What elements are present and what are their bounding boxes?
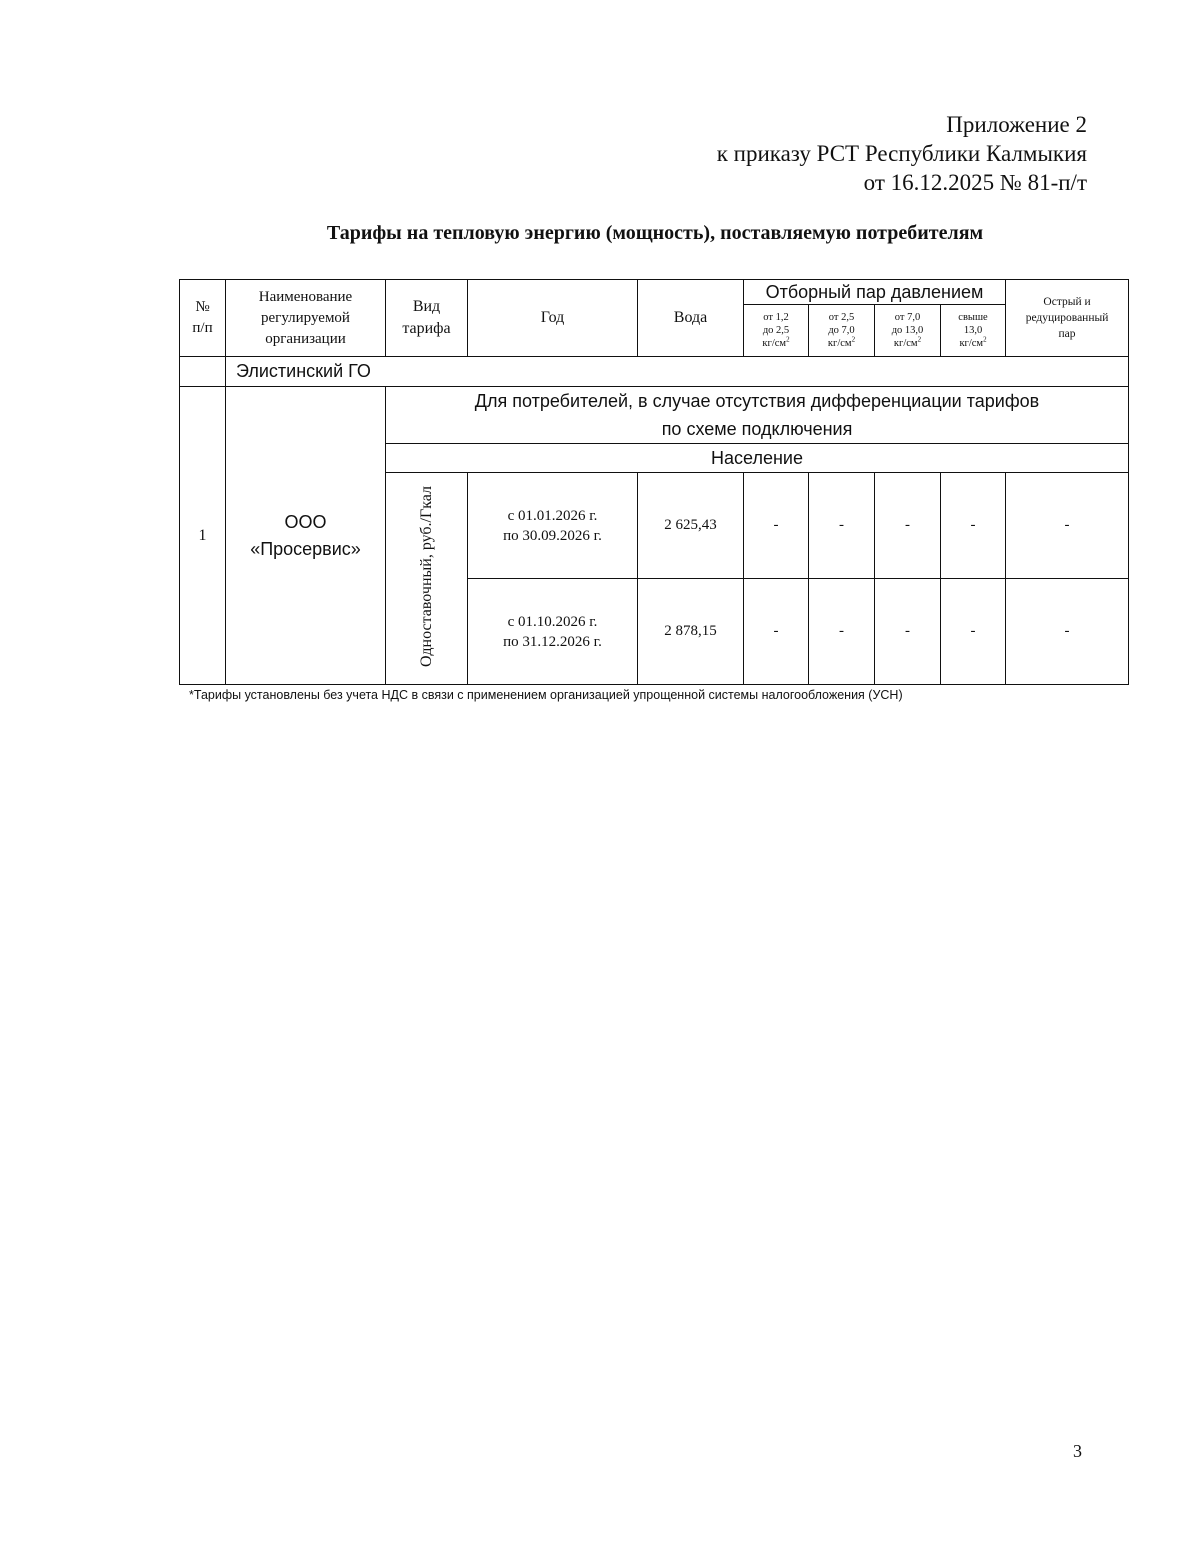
region-num-cell [180,357,226,387]
period-2-steam-2: - [809,579,875,685]
unit-text: кг/см [959,338,984,349]
region-row [180,357,1129,387]
period-2-steam-4: - [941,579,1006,685]
header-steam-1-line-2: до 2,5 [762,325,790,336]
consumer-group-line-1: Для потребителей, в случае отсутствия дифференциации тарифов [474,391,1040,411]
header-steam-3-line-2: до 13,0 [891,325,924,336]
period-1 [468,473,638,579]
period-2 [468,579,638,685]
header-num-line-2: п/п [192,320,213,336]
header-steam-4-line-2: 13,0 [963,325,983,336]
unit-text: кг/см [893,338,918,349]
tariff-type-cell [386,473,468,685]
header-steam-4-unit [941,337,1005,350]
period-2-water: 2 878,15 [638,579,744,685]
header-tariff-type-line-2: тарифа [402,320,451,337]
consumer-group-line-2: по схеме подключения [661,419,853,439]
document-title: Тарифы на тепловую энергию (мощность), поставляемую потребителям [326,222,984,244]
unit-superscript: 2 [917,335,922,344]
header-steam-4-line-1: свыше [958,312,988,323]
page-number: 3 [1073,1441,1082,1461]
header-steam-1-unit [744,337,808,350]
footnote: *Тарифы установлены без учета НДС в связи с применением организацией упрощенной системы налогообложения (УСН) [189,688,903,702]
header-org-line-2: регулируемой [261,309,350,326]
group-row [180,387,1129,444]
header-steam-2 [809,305,875,357]
period-1-steam-3: - [875,473,941,579]
header-steam-3-unit [875,337,940,350]
organization-line-1: ООО [284,511,327,532]
tariff-type: Одноставочный, руб./Гкал [417,485,435,667]
period-1-steam-4: - [941,473,1006,579]
consumer-category: Население [386,444,1129,473]
header-year: Год [468,280,638,357]
appendix-line-1: Приложение 2 [946,112,1087,137]
tariff-table [179,279,1129,685]
appendix-line-3: от 16.12.2025 № 81-п/т [863,170,1087,195]
header-steam-2-unit [809,337,874,350]
period-2-to: по 31.12.2026 г. [503,633,602,650]
header-org-line-1: Наименование [258,288,353,305]
header-steam-2-line-2: до 7,0 [828,325,855,336]
header-water: Вода [638,280,744,357]
unit-superscript: 2 [786,335,790,344]
unit-superscript: 2 [983,335,987,344]
region-name: Элистинский ГО [226,357,1129,387]
header-tariff-type-line-1: Вид [412,298,441,315]
period-1-water: 2 625,43 [638,473,744,579]
organization-name [226,387,386,685]
period-2-sharp-steam: - [1006,579,1129,685]
header-sharp-line-3: пар [1058,328,1076,340]
header-num-line-1: № [195,299,210,315]
appendix-line-2: к приказу РСТ Республики Калмыкия [716,141,1087,166]
header-steam-3-line-1: от 7,0 [894,312,921,323]
header-steam-4 [941,305,1006,357]
consumer-group [386,387,1129,444]
unit-superscript: 2 [851,335,856,344]
appendix-reference [717,110,1087,197]
header-sharp-line-1: Острый и [1043,296,1091,308]
period-1-sharp-steam: - [1006,473,1129,579]
period-1-steam-2: - [809,473,875,579]
header-row-1 [180,280,1129,305]
header-steam-group: Отборный пар давлением [744,280,1006,305]
period-2-steam-1: - [744,579,809,685]
header-organization [226,280,386,357]
unit-text: кг/см [827,338,852,349]
header-steam-3 [875,305,941,357]
period-2-steam-3: - [875,579,941,685]
header-steam-2-line-1: от 2,5 [828,312,855,323]
header-tariff-type [386,280,468,357]
organization-line-2: «Просервис» [250,538,361,559]
header-org-line-3: организации [265,330,346,347]
header-sharp-line-2: редуцированный [1025,312,1109,324]
header-num [180,280,226,357]
period-1-to: по 30.09.2026 г. [503,527,602,544]
unit-text: кг/см [762,338,787,349]
period-2-from: с 01.10.2026 г. [507,613,598,630]
header-steam-1-line-1: от 1,2 [763,312,789,323]
header-steam-1 [744,305,809,357]
row-number: 1 [180,387,226,685]
period-1-from: с 01.01.2026 г. [507,507,598,524]
header-sharp-steam [1006,280,1129,357]
period-1-steam-1: - [744,473,809,579]
